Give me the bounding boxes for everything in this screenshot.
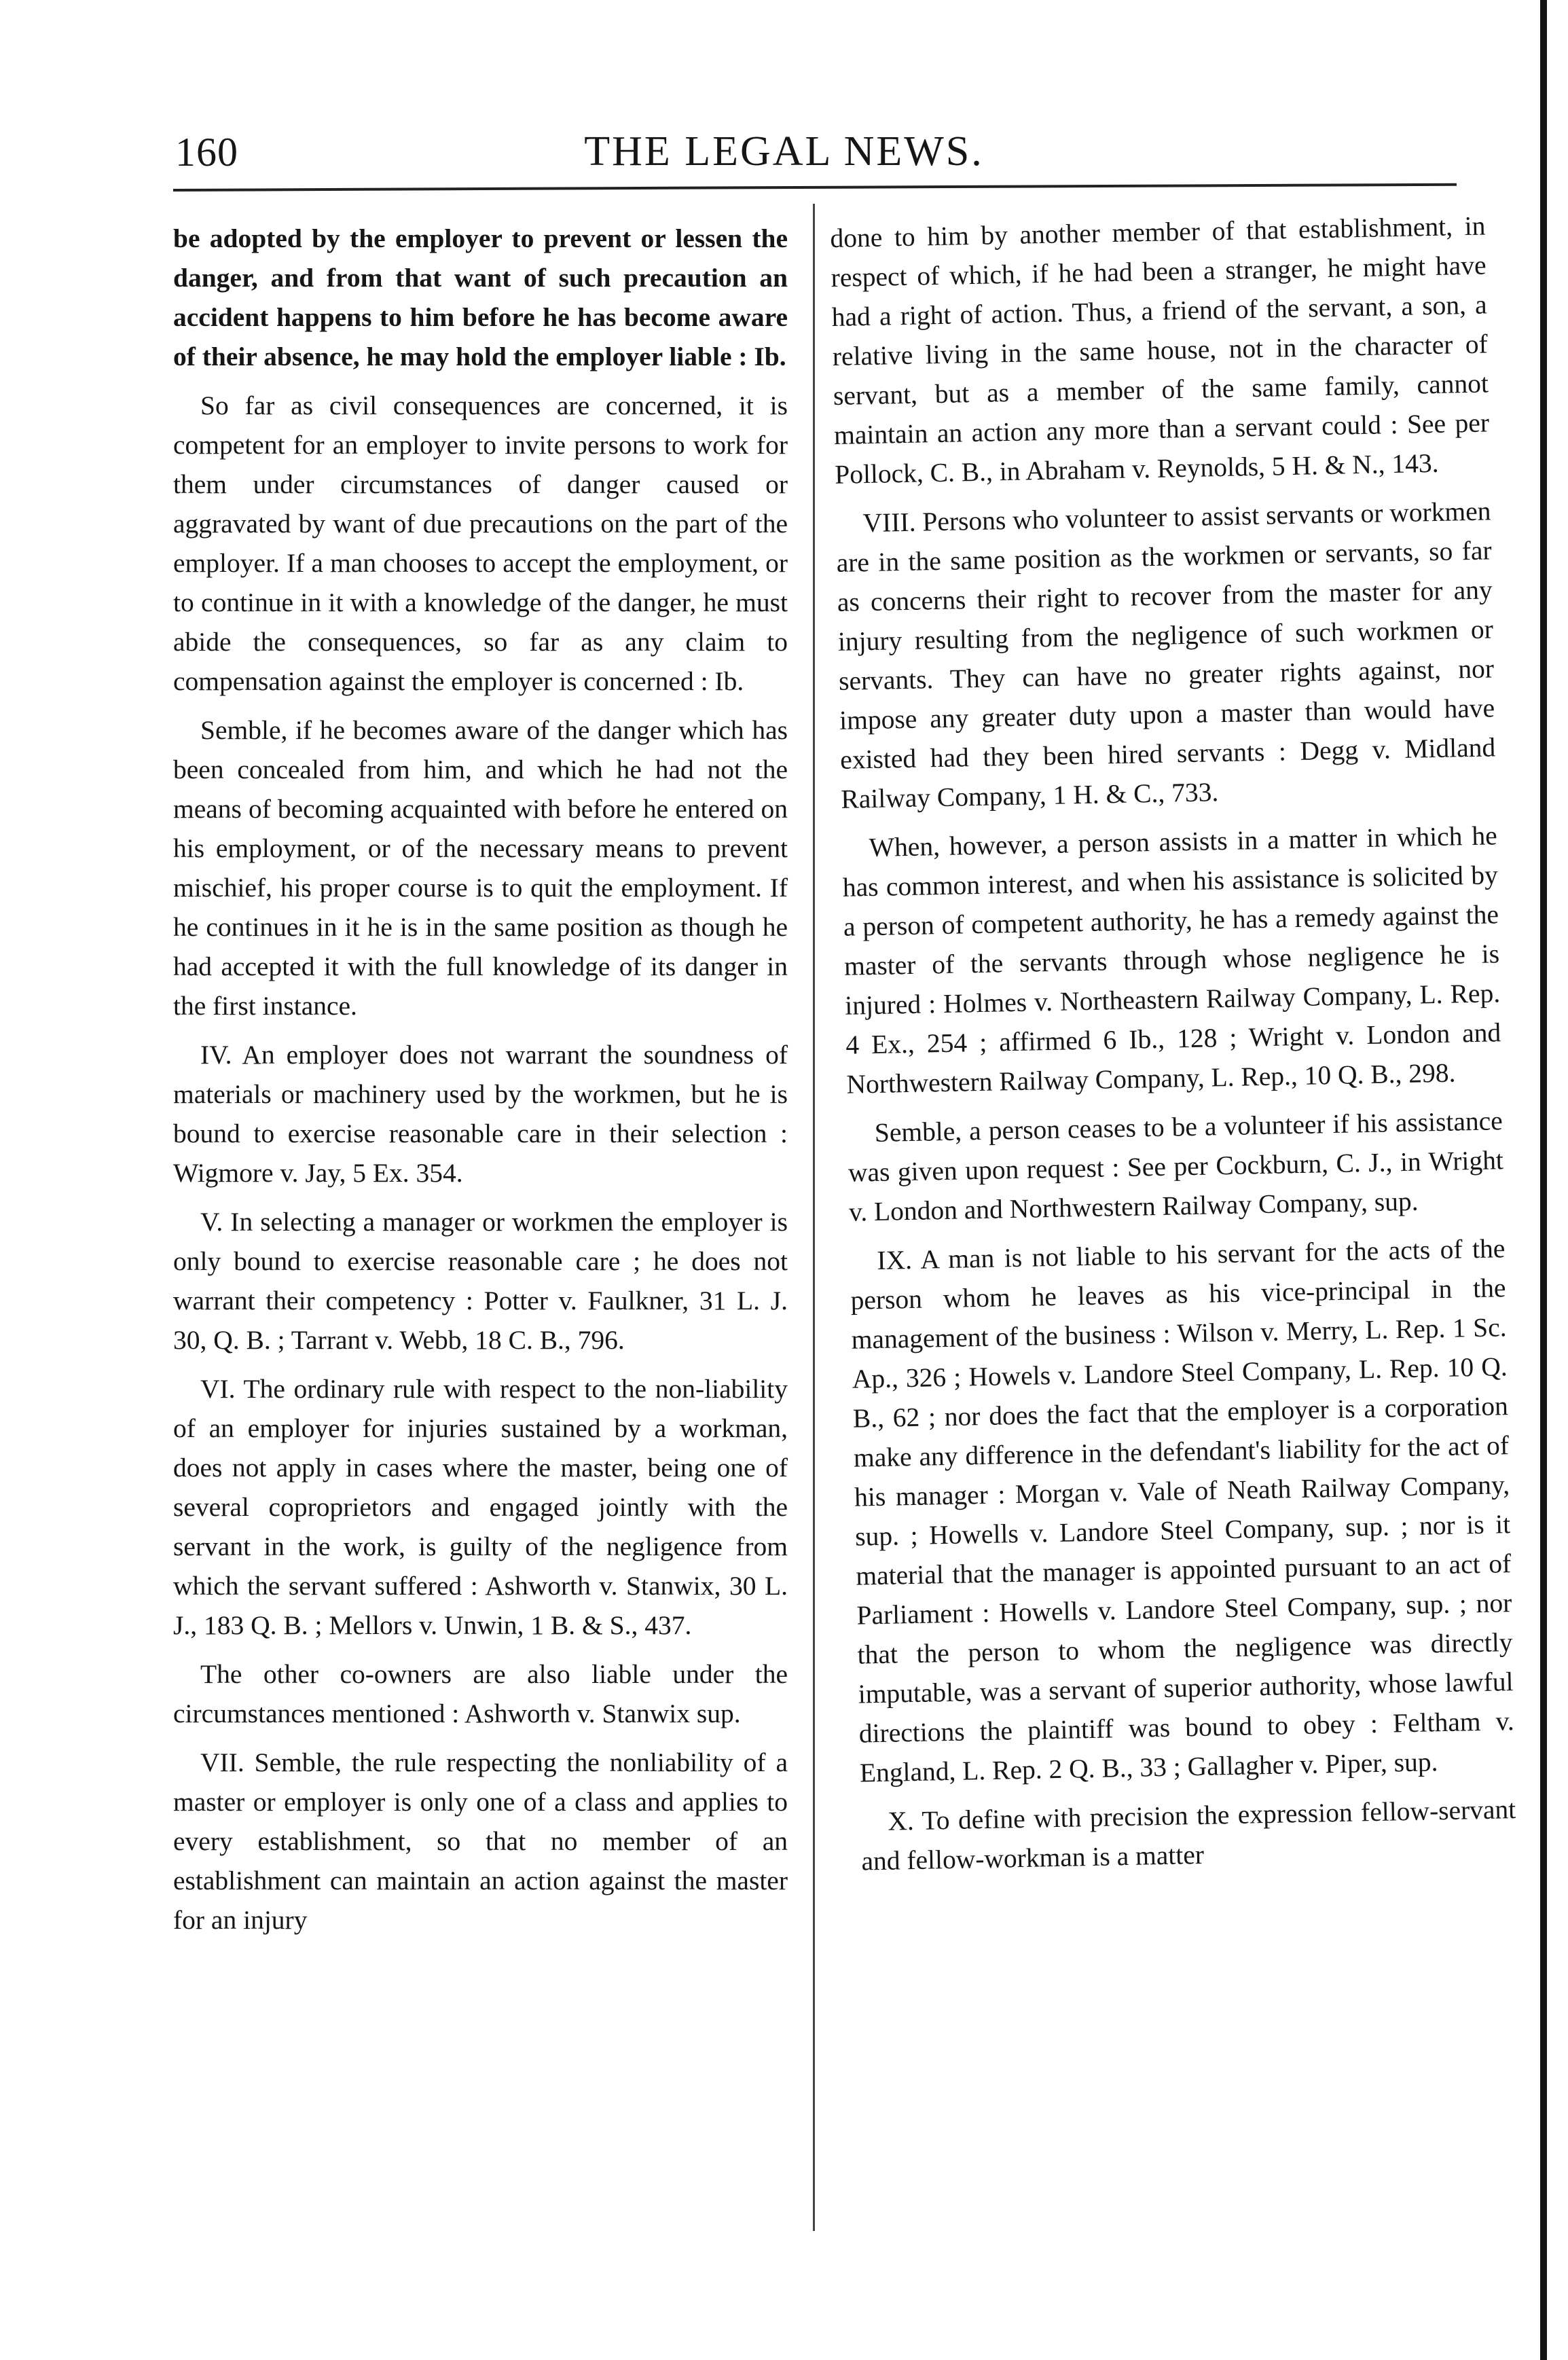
paragraph: be adopted by the employer to prevent or lessen the danger, and from that want of such precaution an accident happens to him before he has become aware of their absence, he may hold the employer liable : Ib. (173, 223, 788, 371)
paragraph: Semble, a person ceases to be a volunteer if his assistance was given upon request : See per Cockburn, C. J., in Wright v. London and Northwestern Railway Company, sup. (847, 1106, 1504, 1227)
running-title: THE LEGAL NEWS. (584, 128, 984, 175)
header-rule (173, 183, 1457, 192)
paragraph: So far as civil consequences are concerned, it is competent for an employer to invite persons to work for them under circumstances of danger caused or aggravated by want of due precautions on the part of the employer. If a man chooses to accept the employment, or to continue in it with a knowledge of the danger, he must abide the consequences, so far as any claim to compensation against the employer is concerned : Ib. (173, 391, 788, 696)
paragraph: IV. An employer does not warrant the soundness of materials or machinery used by the workmen, but he is bound to exercise reasonable care in their selection : Wigmore v. Jay, 5 Ex. 354. (173, 1040, 788, 1188)
right-column (830, 206, 1517, 1890)
page-edge-shadow (1540, 0, 1547, 2360)
paragraph: VIII. Persons who volunteer to assist servants or workmen are in the same position as the workmen or servants, so far as concerns their right to recover from the master for any injury resulting from the negligence of such workmen or servants. They can have no greater rights against, nor impose any greater duty upon a master than would have existed had they been hired servants : Degg v. Midland Railway Company, 1 H. & C., 733. (836, 496, 1496, 814)
paragraph: When, however, a person assists in a matter in which he has common interest, and when his assistance is solicited by a person of competent authority, he has a remedy against the master of the servants through whose negligence he is injured : Holmes v. Northeastern Railway Company, L. Rep. 4 Ex., 254 ; affirmed 6 Ib., 128 ; Wright v. London and Northwestern Railway Company, L. Rep., 10 Q. B., 298. (842, 820, 1501, 1100)
paragraph: VII. Semble, the rule respecting the nonliability of a master or employer is only one of a class and applies to every establishment, so that no member of an establishment can maintain an action against the master for an injury (173, 1747, 788, 1935)
column-divider (813, 204, 815, 2231)
left-column (173, 219, 788, 1949)
paragraph: X. To define with precision the expression fellow-servant and fellow-workman is a matter (861, 1794, 1516, 1876)
paragraph: The other co-owners are also liable under the circumstances mentioned : Ashworth v. Stanwix sup. (173, 1659, 788, 1728)
paragraph: IX. A man is not liable to his servant for the acts of the person whom he leaves as his vice-principal in the management of the business : Wilson v. Merry, L. Rep. 1 Sc. Ap., 326 ; Howels v. Landore Steel Company, L. Rep. 10 Q. B., 62 ; nor does the fact that the employer is a corporation make any difference in the defendant's liability for the act of his manager : Morgan v. Vale of Neath Railway Company, sup. ; Howells v. Landore Steel Company, sup. ; nor is it material that the manager is appointed pursuant to an act of Parliament : Howells v. Landore Steel Company, sup. ; nor that the person to whom the negligence was directly imputable, was a servant of superior authority, whose lawful directions the plaintiff was bound to obey : Feltham v. England, L. Rep. 2 Q. B., 33 ; Gallagher v. Piper, sup. (850, 1233, 1515, 1788)
paragraph: done to him by another member of that establishment, in respect of which, if he had been a stranger, he might have had a right of action. Thus, a friend of the servant, a son, a relative living in the same house, not in the character of servant, but as a member of the same family, cannot maintain an action any more than a servant could : See per Pollock, C. B., in Abraham v. Reynolds, 5 H. & N., 143. (830, 211, 1490, 490)
paragraph: Semble, if he becomes aware of the danger which has been concealed from him, and which he had not the means of becoming acquainted with before he entered on his employment, or of the necessary means to prevent mischief, his proper course is to quit the employment. If he continues in it he is in the same position as though he had accepted it with the full knowledge of its danger in the first instance. (173, 715, 788, 1021)
page-number: 160 (175, 130, 238, 175)
paragraph: VI. The ordinary rule with respect to the non-liability of an employer for injuries sustained by a workman, does not apply in cases where the master, being one of several coproprietors and engaged jointly with the servant in the work, is guilty of the negligence from which the servant suffered : Ashworth v. Stanwix, 30 L. J., 183 Q. B. ; Mellors v. Unwin, 1 B. & S., 437. (173, 1374, 788, 1640)
paragraph: V. In selecting a manager or workmen the employer is only bound to exercise reasonable care ; he does not warrant their competency : Potter v. Faulkner, 31 L. J. 30, Q. B. ; Tarrant v. Webb, 18 C. B., 796. (173, 1207, 788, 1355)
